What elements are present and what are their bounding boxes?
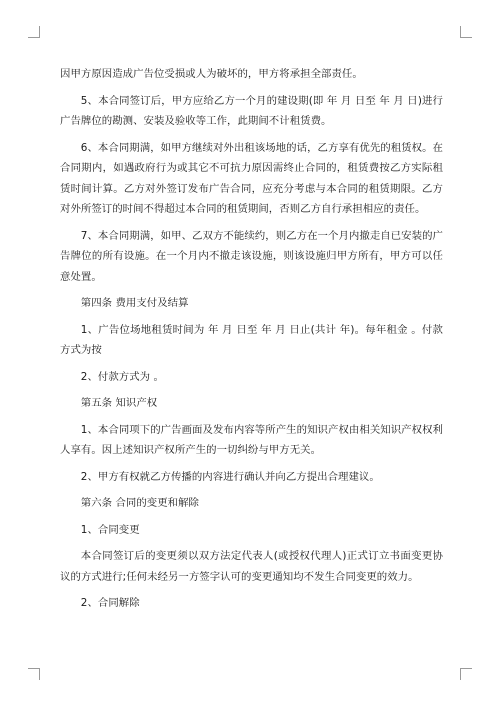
paragraph-ip-2: 2、甲方有权就乙方传播的内容进行确认并向乙方提出合理建议。	[80, 470, 380, 483]
corner-mark-bottom-right	[460, 668, 472, 680]
paragraph-contract-change: 本合同签订后的变更须以双方法定代表人(或授权代理人)正式订立书面变更协议的方式进行;任何未经另一方签字认可的变更通知均不发生合同变更的效力。	[60, 550, 443, 583]
section-heading-article-5: 第五条 知识产权	[80, 397, 158, 409]
paragraph-clause-6: 6、本合同期满，如甲方继续对外出租该场地的话，乙方享有优先的租赁权。在合同期内，如遇政府行为或其它不可抗力原因需终止合同的，租赁费按乙方实际租赁时间计算。乙方对外签订发布广告合同，应充分考虑与本合同的租赁期限。乙方对外所签订的时间不得超过本合同的租赁期间，否则乙方自行承担相应的责任。	[60, 141, 443, 215]
paragraph-clause-5: 5、本合同签订后，甲方应给乙方一个月的建设期(即 年 月 日至 年 月 日)进行广告牌位的勘测、安装及验收等工作，此期间不计租赁费。	[60, 94, 443, 127]
subheading-contract-change: 1、合同变更	[80, 523, 140, 536]
section-heading-article-6: 第六条 合同的变更和解除	[80, 497, 199, 509]
corner-mark-top-right	[460, 26, 472, 38]
subheading-contract-termination: 2、合同解除	[80, 597, 140, 609]
paragraph-payment-2: 2、付款方式为 。	[80, 370, 164, 383]
paragraph-clause-7: 7、本合同期满，如甲、乙双方不能续约，则乙方在一个月内撤走自已安装的广告牌位的所有设施。在一个月内不撤走该设施，则该设施归甲方所有，甲方可以任意处置。	[60, 229, 443, 283]
paragraph-ip-1: 1、本合同项下的广告画面及发布内容等所产生的知识产权由相关知识产权权利人享有。因上述知识产权所产生的一切纠纷与甲方无关。	[60, 423, 443, 456]
section-heading-article-4: 第四条 费用支付及结算	[80, 297, 189, 309]
paragraph-payment-1: 1、广告位场地租赁时间为 年 月 日至 年 月 日止(共计 年)。每年租金 。付款方式为按	[60, 323, 443, 356]
paragraph-continuation: 因甲方原因造成广告位受损或人为破坏的，甲方将承担全部责任。	[60, 68, 363, 80]
document-body	[60, 64, 443, 614]
corner-mark-top-left	[28, 26, 40, 38]
corner-mark-bottom-left	[28, 668, 40, 680]
